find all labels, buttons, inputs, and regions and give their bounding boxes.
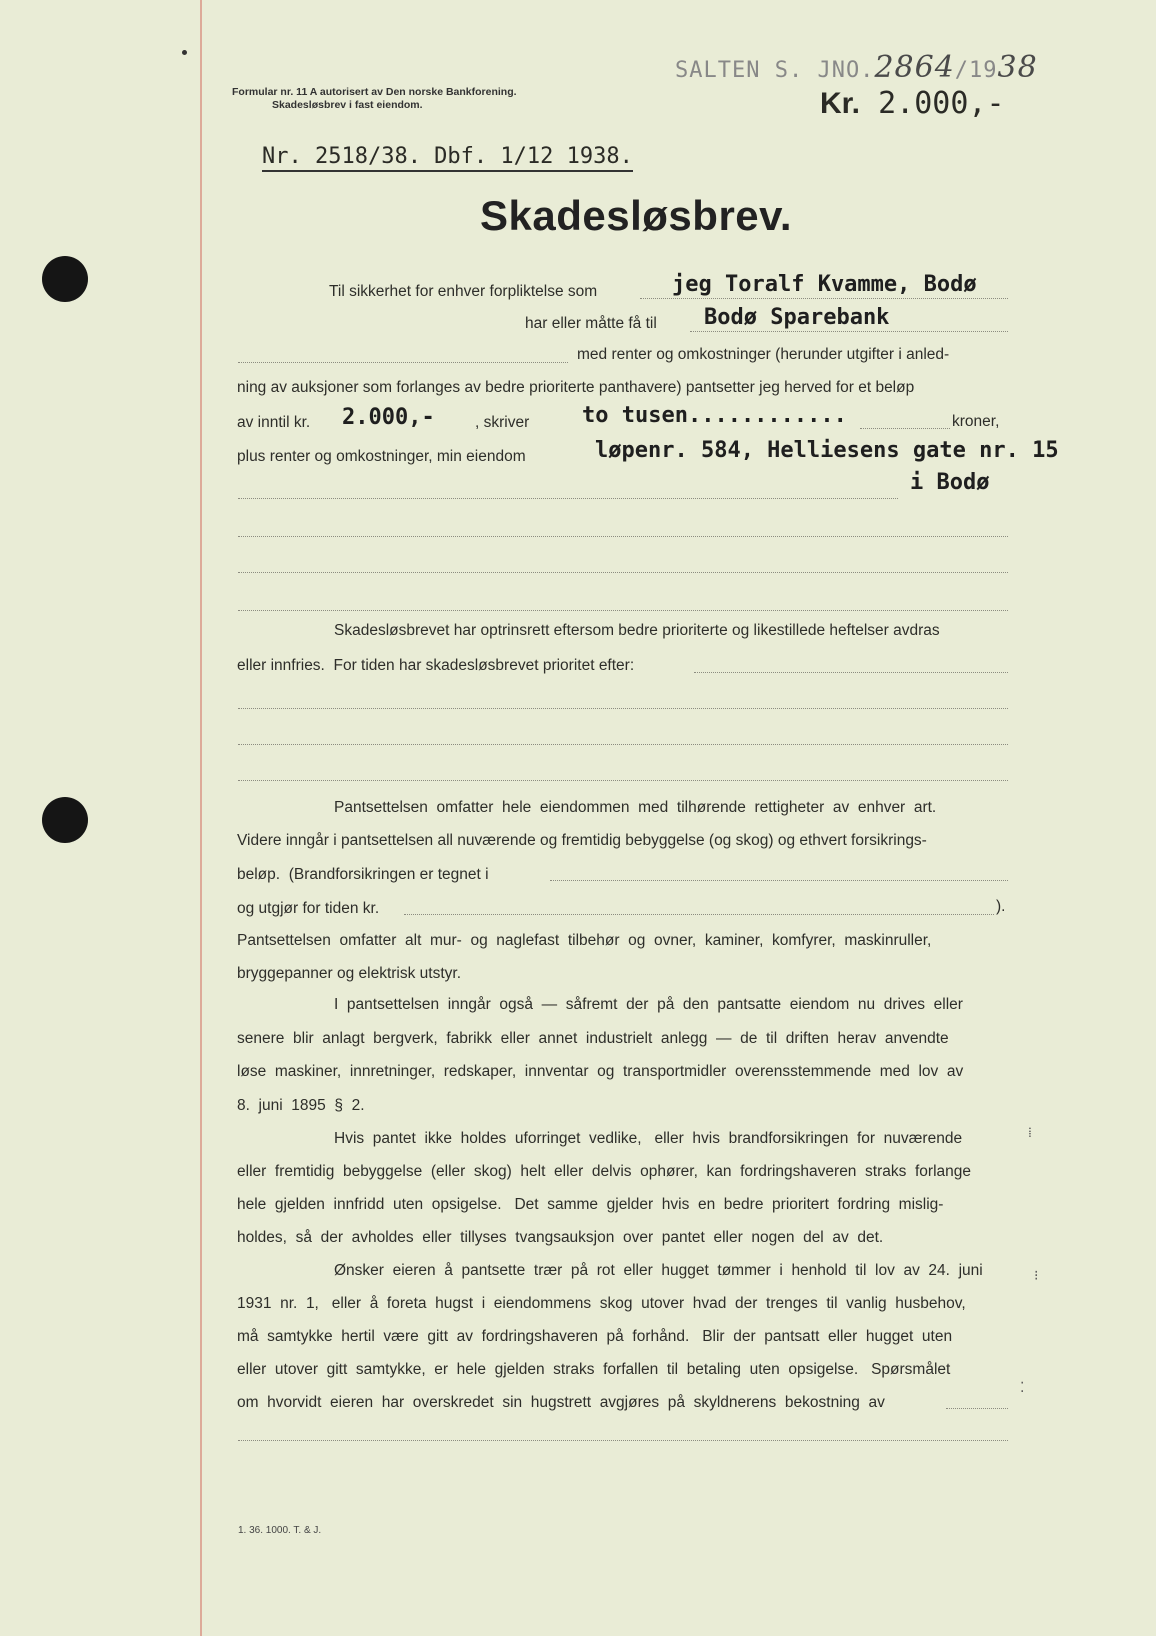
reference-number: Nr. 2518/38. Dbf. 1/12 1938. [262, 144, 633, 172]
p1-dotline-2 [238, 708, 1008, 709]
registry-stamp [675, 50, 1038, 85]
row5-words: to tusen............ [582, 403, 847, 428]
p2-line5: Pantsettelsen omfatter alt mur- og naglefast tilbehør og ovner, kaminer, komfyrer, maskinruller, [237, 932, 932, 949]
row5-mid: , skriver [475, 414, 530, 431]
row3-dotline [238, 362, 568, 363]
row6-label: plus renter og omkostninger, min eiendom [237, 448, 526, 465]
stamp-year-prefix: /19 [954, 58, 998, 83]
p5-dotline-1 [946, 1408, 1008, 1409]
stamp-handwritten-year: 38 [997, 50, 1038, 85]
p3-line1: I pantsettelsen inngår også — såfremt der på den pantsatte eiendom nu drives eller [334, 996, 963, 1013]
p4-line4: holdes, så der avholdes eller tillyses tvangsauksjon over pantet eller nogen del av det. [237, 1229, 884, 1246]
p2-dotline-2 [404, 914, 994, 915]
margin-mark: ⁚ [1020, 1380, 1025, 1396]
punch-hole-bottom [42, 797, 88, 843]
blank-line-3 [238, 610, 1008, 611]
p3-line4: 8. juni 1895 § 2. [237, 1097, 365, 1114]
p2-line4: og utgjør for tiden kr. [237, 900, 380, 917]
printer-footer: 1. 36. 1000. T. & J. [238, 1525, 322, 1536]
row1-dotline [640, 298, 1008, 299]
blank-line-2 [238, 572, 1008, 573]
p2-line6: bryggepanner og elektrisk utstyr. [237, 965, 462, 982]
row2-value: Bodø Sparebank [704, 305, 890, 330]
row1-label: Til sikkerhet for enhver forpliktelse som [329, 283, 598, 300]
p2-dotline-1 [550, 880, 1008, 881]
row5-dotline [860, 428, 950, 429]
document-title: Skadesløsbrev. [480, 192, 793, 239]
row7-value: i Bodø [910, 470, 990, 495]
form-id-line1: Formular nr. 11 A autorisert av Den norske Bankforening. [232, 86, 517, 98]
blank-line-1 [238, 536, 1008, 537]
kr-label: Kr. [820, 87, 861, 120]
p5-line3: må samtykke hertil være gitt av fordringshaveren på forhånd. Blir der pantsatt eller hugget uten [237, 1328, 953, 1345]
p5-line4: eller utover gitt samtykke, er hele gjelden straks forfallen til betaling uten opsigelse. Spørsmålet [237, 1361, 951, 1378]
p2-line2: Videre inngår i pantsettelsen all nuværende og fremtidig bebyggelse (og skog) og ethvert forsikrings- [237, 832, 927, 849]
row7-dotline [238, 498, 898, 499]
row1-value: jeg Toralf Kvamme, Bodø [672, 272, 977, 297]
row3-text: med renter og omkostninger (herunder utgifter i anled- [577, 346, 950, 363]
p3-line3: løse maskiner, innretninger, redskaper, innventar og transportmidler overensstemmende med lov av [237, 1063, 964, 1080]
p2-line1: Pantsettelsen omfatter hele eiendommen med tilhørende rettigheter av enhver art. [334, 799, 937, 816]
row5-prefix: av inntil kr. [237, 414, 311, 431]
margin-mark: ⁝ [1034, 1268, 1039, 1284]
row6-value: løpenr. 584, Helliesens gate nr. 15 [595, 438, 1059, 463]
row4-text: ning av auksjoner som forlanges av bedre prioriterte panthavere) pantsetter jeg herved for et beløp [237, 379, 915, 396]
row2-dotline [690, 331, 1008, 332]
p5-dotline-2 [238, 1440, 1008, 1441]
p1-dotline-4 [238, 780, 1008, 781]
p1-line2: eller innfries. For tiden har skadesløsbrevet prioritet efter: [237, 657, 635, 674]
kr-value: 2.000,- [878, 86, 1005, 121]
margin-mark: ⁞ [1028, 1125, 1032, 1141]
p1-dotline-3 [238, 744, 1008, 745]
p4-line2: eller fremtidig bebyggelse (eller skog) helt eller delvis ophører, kan fordringshaveren straks forlange [237, 1163, 972, 1180]
p4-line1: Hvis pantet ikke holdes uforringet vedlike, eller hvis brandforsikringen for nuværende [334, 1130, 963, 1147]
margin-line [200, 0, 202, 1636]
p1-dotline-1 [694, 672, 1008, 673]
p5-line2: 1931 nr. 1, eller å foreta hugst i eiendommens skog utover hvad der trenges til vanlig husbehov, [237, 1295, 966, 1312]
p4-line3: hele gjelden innfridd uten opsigelse. Det samme gjelder hvis en bedre prioritert fordring mislig- [237, 1196, 944, 1213]
row2-label: har eller måtte få til [525, 315, 657, 332]
ink-dot [182, 50, 187, 55]
stamp-handwritten-number: 2864 [874, 50, 955, 85]
row5-amount: 2.000,- [342, 405, 435, 430]
p3-line2: senere blir anlagt bergverk, fabrikk eller annet industrielt anlegg — de til driften herav anvendte [237, 1030, 949, 1047]
p1-line1: Skadesløsbrevet har optrinsrett eftersom bedre prioriterte og likestillede heftelser avdras [334, 622, 940, 639]
p2-line3: beløp. (Brandforsikringen er tegnet i [237, 866, 489, 883]
p2-line4-end: ). [996, 898, 1006, 915]
p5-line1: Ønsker eieren å pantsette trær på rot eller hugget tømmer i henhold til lov av 24. juni [334, 1262, 983, 1279]
amount-header [820, 86, 1005, 121]
row5-suffix: kroner, [952, 413, 1000, 430]
punch-hole-top [42, 256, 88, 302]
form-id-line2: Skadesløsbrev i fast eiendom. [272, 99, 423, 111]
stamp-printed-text: SALTEN S. JNO. [675, 58, 875, 83]
p5-line5: om hvorvidt eieren har overskredet sin hugstrett avgjøres på skyldnerens bekostning av [237, 1394, 885, 1411]
